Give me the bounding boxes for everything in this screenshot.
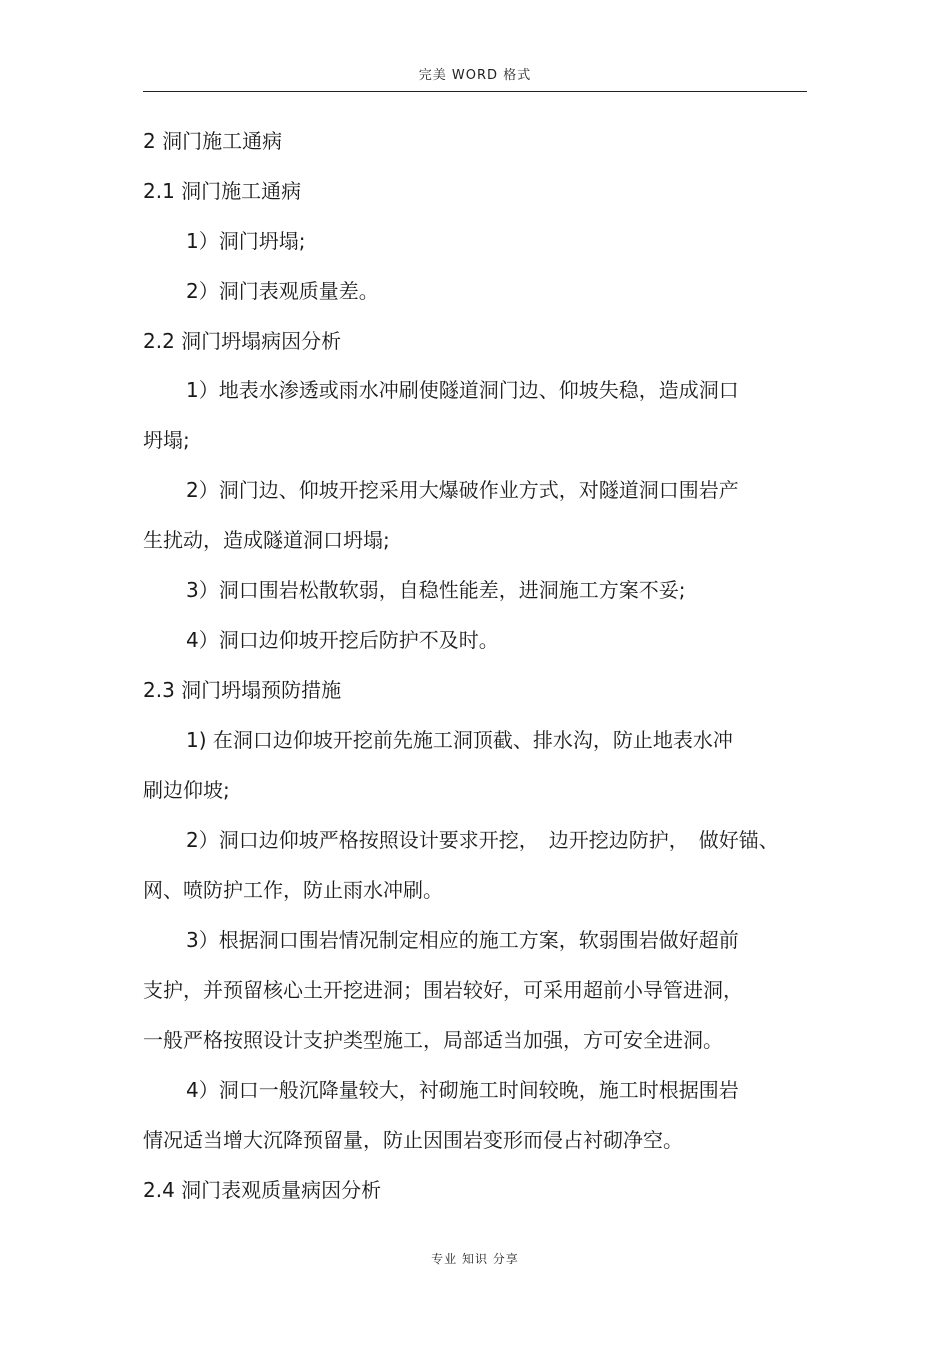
section-heading: 2 洞门施工通病 [143,129,283,153]
page-footer: 专业 知识 分享 [431,1252,519,1266]
paragraph-line: 坍塌; [143,428,190,452]
page-header: 完美 WORD 格式 [418,68,532,83]
subsection-heading: 2.2 洞门坍塌病因分析 [143,329,342,353]
paragraph-line: 4）洞口边仰坡开挖后防护不及时。 [186,628,499,652]
paragraph-line: 1) 在洞口边仰坡开挖前先施工洞顶截、排水沟，防止地表水冲 [186,728,733,752]
paragraph-line: 网、喷防护工作，防止雨水冲刷。 [143,878,443,902]
paragraph-line: 3）根据洞口围岩情况制定相应的施工方案，软弱围岩做好超前 [186,928,739,952]
list-item: 1）洞门坍塌; [186,229,306,253]
paragraph-line: 情况适当增大沉降预留量，防止因围岩变形而侵占衬砌净空。 [143,1128,683,1152]
subsection-heading: 2.1 洞门施工通病 [143,179,302,203]
paragraph-line: 2）洞门边、仰坡开挖采用大爆破作业方式，对隧道洞口围岩产 [186,478,739,502]
paragraph-line: 2）洞口边仰坡严格按照设计要求开挖， 边开挖边防护， 做好锚、 [186,828,779,852]
subsection-heading: 2.4 洞门表观质量病因分析 [143,1178,382,1202]
paragraph-line: 刷边仰坡; [143,778,230,802]
subsection-heading: 2.3 洞门坍塌预防措施 [143,678,342,702]
paragraph-line: 生扰动，造成隧道洞口坍塌; [143,528,390,552]
paragraph-line: 4）洞口一般沉降量较大，衬砌施工时间较晚，施工时根据围岩 [186,1078,739,1102]
paragraph-line: 一般严格按照设计支护类型施工，局部适当加强，方可安全进洞。 [143,1028,723,1052]
paragraph-line: 支护，并预留核心土开挖进洞；围岩较好，可采用超前小导管进洞， [143,978,743,1002]
list-item: 2）洞门表观质量差。 [186,279,379,303]
header-divider [143,91,807,92]
paragraph-line: 1）地表水渗透或雨水冲刷使隧道洞门边、仰坡失稳，造成洞口 [186,378,739,402]
paragraph-line: 3）洞口围岩松散软弱，自稳性能差，进洞施工方案不妥; [186,578,686,602]
